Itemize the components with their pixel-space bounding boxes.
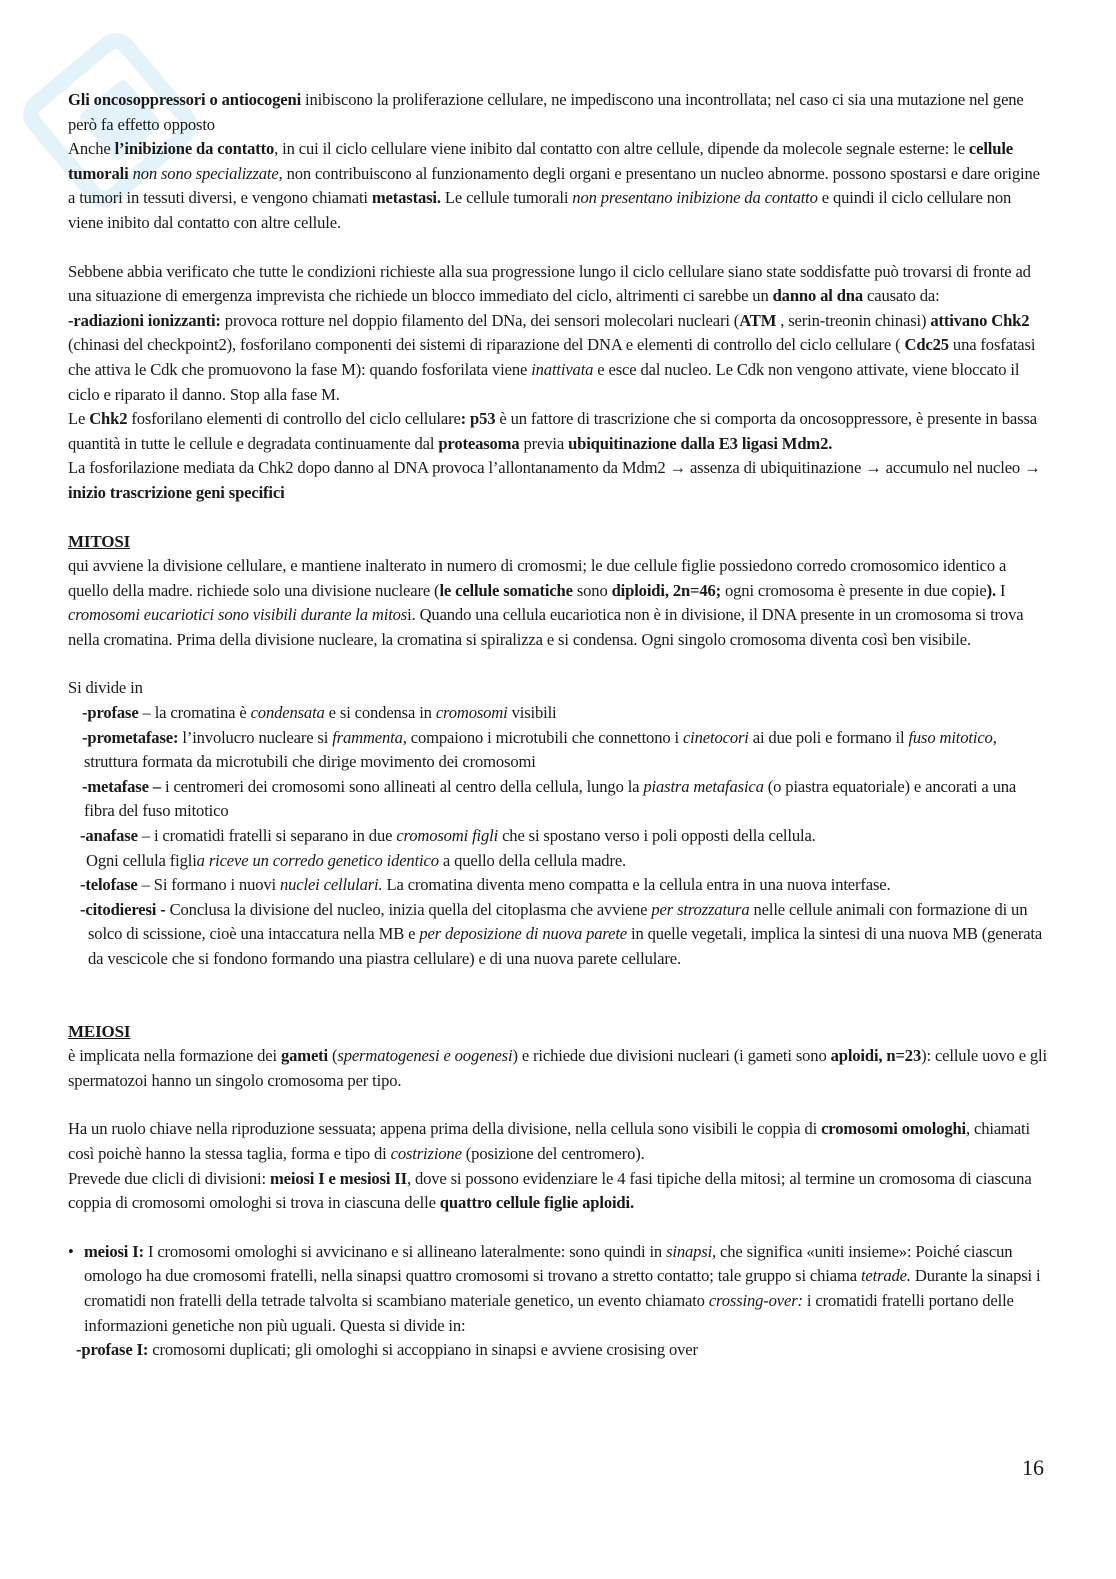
text-run: visibili <box>507 703 557 723</box>
paragraph-meiosi <box>68 1044 1048 1093</box>
text-run: accumulo nel nucleo <box>881 458 1025 478</box>
text-run: a riceve un corredo genetico identico <box>196 850 439 870</box>
text-run: -radiazioni ionizzanti: <box>68 310 221 330</box>
text-run: cromosomi <box>435 703 508 723</box>
text-run: sono <box>572 580 612 600</box>
text-run: l’inibizione da contatto <box>114 139 275 159</box>
phase-prometafase <box>68 726 1048 775</box>
text-run: ubiquitinazione dalla E3 ligasi Mdm2. <box>568 433 833 453</box>
text-run: Ogni cellula figli <box>86 850 197 870</box>
text-run: non presentano inibizione da contatto <box>572 188 818 208</box>
bullet-icon: • <box>68 1241 74 1261</box>
text-run: non sono specializzate <box>132 163 279 183</box>
text-run: ogni cromosoma è presente in due copie <box>721 580 987 600</box>
phase-profase <box>68 701 1048 726</box>
text-run: che significa «uniti insieme»: Poiché ciascun omologo ha due cromosomi fratelli, nella sinapsi quattro cromosomi si trovano a stretto contatto; tale gruppo si chiama <box>84 1241 1013 1286</box>
text-run: Si divide in <box>68 678 143 698</box>
text-run: Le <box>68 409 90 429</box>
text-run: provoca rotture nel doppio filamento del DNa, dei sensori molecolari nucleari ( <box>220 310 740 330</box>
text-run: , chiamati così poichè hanno la stessa taglia, forma e tipo di <box>68 1119 1030 1163</box>
text-run: gameti <box>280 1046 329 1066</box>
text-run: sinapsi, <box>666 1241 717 1261</box>
text-run: -citodieresi - <box>80 899 166 919</box>
text-run: – i cromatidi fratelli si separano in due <box>137 826 397 846</box>
text-run: attivano Chk2 <box>930 310 1030 330</box>
text-run: ). <box>986 580 996 600</box>
paragraph-si-divide <box>68 676 1048 701</box>
text-run: cromosomi duplicati; gli omologhi si accoppiano in sinapsi e avviene crosising over <box>148 1340 698 1360</box>
phase-anafase-note <box>68 849 1048 874</box>
phase-metafase <box>68 775 1048 824</box>
text-run: e si condensa in <box>324 703 436 723</box>
text-run: cinetocori <box>682 727 749 747</box>
paragraph-mitosi <box>68 554 1048 652</box>
text-run: è un fattore di trascrizione che si comporta da oncosoppressore, è presente in bassa quantità in tutte le cellule e degradata continuamente dal <box>68 409 1037 453</box>
phase-telofase <box>68 873 1048 898</box>
text-run: proteasoma <box>438 433 520 453</box>
text-run: ) e richiede due divisioni nucleari (i gameti sono <box>512 1046 831 1066</box>
text-run: Gli oncosoppressori o antiocogeni <box>68 90 302 109</box>
text-run: condensata <box>250 703 325 723</box>
text-run: quattro cellule figlie aploidi. <box>439 1193 634 1213</box>
text-run: fuso mitotico <box>908 727 993 747</box>
text-run: , dove si possono evidenziare le 4 fasi tipiche della mitosi; al termine un cromosoma di ciascuna coppia di cromosomi omologhi si trova in ciascuna delle <box>68 1168 1032 1213</box>
text-run: qui avviene la divisione cellulare, e mantiene inalterato in numero di cromosmi; le due cellule figlie possiedono corredo cromosomico identico a quello della madre. richiede solo una divisione nucleare ( <box>68 556 1007 600</box>
text-run: nelle cellule animali con formazione di un solco di scissione, cioè una intaccatura nella MB e <box>88 899 1028 944</box>
text-run: -prometafase: <box>82 727 179 747</box>
text-run: – la cromatina è <box>138 703 251 723</box>
text-run: i centromeri dei cromosomi sono allineati al centro della cellula, lungo la <box>160 776 644 796</box>
paragraph-cicli-divisioni <box>68 1167 1048 1216</box>
text-run: Sebbene abbia verificato che tutte le condizioni richieste alla sua progressione lungo il ciclo cellulare siano state soddisfatte può trovarsi di fronte ad una situazione di emergenza imprevista che richiede un blocco immediato del ciclo, altrimenti ci sarebbe un <box>68 261 1031 306</box>
text-run: MEIOSI <box>68 1021 131 1041</box>
text-run: -profase <box>82 703 139 723</box>
phase-anafase <box>68 824 1048 849</box>
text-run: inibiscono la proliferazione cellulare, ne impediscono una incontrollata; nel caso ci sia una mutazione nel gene però fa effetto opposto <box>68 90 1024 134</box>
heading-mitosi <box>68 530 1048 555</box>
text-run: aploidi, n=23 <box>830 1046 922 1066</box>
text-run: ai due poli e formano il <box>748 727 909 747</box>
text-run: inizio trascrizione geni specifici <box>68 482 285 502</box>
text-run: tetrade. <box>860 1266 911 1286</box>
text-run: -telofase <box>80 875 138 895</box>
text-run: spermatogenesi e oogenesi <box>337 1046 513 1066</box>
text-run: e quindi il ciclo cellulare non viene inibito dal contatto con altre cellule. <box>68 188 1012 232</box>
text-run: metastasi. <box>371 188 441 208</box>
text-run: -profase I: <box>76 1340 149 1360</box>
text-run: per deposizione di nuova parete <box>419 924 627 944</box>
text-run: inattivata <box>531 359 594 379</box>
text-run: ): cellule uovo e gli spermatozoi hanno un singolo cromosoma per tipo. <box>68 1046 1047 1090</box>
text-run: piastra metafasica <box>643 776 764 796</box>
text-run: (chinasi del checkpoint2), fosforilano componenti dei sistemi di riparazione del DNA e elementi di controllo del ciclo cellulare ( <box>68 335 905 355</box>
paragraph-ruolo-chiave <box>68 1117 1048 1166</box>
text-run: , serin-treonin chinasi) <box>776 310 931 330</box>
text-run: meiosi I: <box>84 1241 144 1261</box>
text-run: Durante la sinapsi i cromatidi non fratelli della tetrade talvolta si scambiano materiale genetico, un evento chiamato <box>84 1266 1041 1310</box>
text-run: assenza di ubiquitinazione <box>685 458 866 478</box>
text-run: ATM <box>739 310 777 330</box>
text-run: crossing-over: <box>708 1290 803 1310</box>
paragraph-inibizione-contatto <box>68 137 1048 235</box>
text-run: -metafase – <box>82 776 161 796</box>
page-number: 16 <box>1022 1455 1044 1480</box>
text-run: Anche <box>68 139 115 159</box>
text-run: diploidi, 2n=46; <box>611 580 722 600</box>
text-run: : p53 <box>460 409 496 429</box>
paragraph-radiazioni <box>68 309 1048 407</box>
text-run: che si spostano verso i poli opposti della cellula. <box>498 826 816 846</box>
text-run: costrizione <box>390 1143 462 1163</box>
text-run: – Si formano i nuovi <box>137 875 280 895</box>
text-run: → <box>1024 458 1041 478</box>
document-body <box>68 88 1048 1363</box>
text-run: (posizione del centromero). <box>461 1143 645 1163</box>
text-run: danno al dna <box>772 286 864 306</box>
text-run: i. Quando una cellula eucariotica non è in divisione, il DNA presente in un cromosoma si trova nella cromatina. Prima della divisione nucleare, la cromatina si spiralizza e si condensa. Ogni singolo cromosoma diventa così ben visibile. <box>68 605 1024 649</box>
text-run: i cromatidi fratelli portano delle informazioni genetiche non più uguali. Questa si divide in: <box>84 1290 1014 1335</box>
text-run: frammenta, <box>332 727 407 747</box>
text-run: una fosfatasi che attiva le Cdk che promuovono la fase M): quando fosforilata viene <box>68 335 1036 379</box>
text-run: cromosomi eucariotici sono visibili durante la mitos <box>68 605 408 625</box>
text-run: , non contribuiscono al funzionamento degli organi e presentano un nucleo abnorme. possono spostarsi e dare origine a tumori in tessuti diversi, e vengono chiamati <box>68 163 1040 208</box>
text-run: → <box>865 458 882 478</box>
text-run: ( <box>328 1046 338 1066</box>
text-run: Cdc25 <box>904 335 949 355</box>
text-run: in quelle vegetali, implica la sintesi di una nuova MB (generata da vescicole che si fondono formando una piastra cellulare) e di una nuova parete cellulare. <box>88 924 1043 968</box>
phase-profase-1 <box>68 1338 1048 1363</box>
text-run: I <box>995 580 1006 600</box>
text-run: cellule tumorali <box>68 139 1014 183</box>
text-run: Chk2 <box>89 409 128 429</box>
text-run: le cellule somatiche <box>439 580 573 600</box>
paragraph-chk2 <box>68 407 1048 456</box>
text-run: l’involucro nucleare si <box>178 727 333 747</box>
bullet-meiosi-1 <box>68 1240 1048 1338</box>
text-run: previa <box>519 433 569 453</box>
text-run: compaiono i microtubili che connettono i <box>406 727 683 747</box>
text-run: Conclusa la divisione del nucleo, inizia quella del citoplasma che avviene <box>165 899 652 919</box>
text-run: MITOSI <box>68 531 131 551</box>
text-run: causato da: <box>863 286 940 306</box>
paragraph-oncosoppressori <box>68 88 1048 137</box>
text-run: è implicata nella formazione dei <box>68 1046 281 1066</box>
text-run: meiosi I e mesiosi II <box>269 1168 407 1188</box>
text-run: → <box>669 458 686 478</box>
paragraph-fosforilazione <box>68 456 1048 505</box>
text-run: cromosomi figli <box>396 826 499 846</box>
text-run: e esce dal nucleo. Le Cdk non vengono attivate, viene bloccato il ciclo e riparato il danno. Stop alla fase M. <box>68 359 1020 404</box>
text-run: Ha un ruolo chiave nella riproduzione sessuata; appena prima della divisione, nella cellula sono visibili le coppia di <box>68 1119 822 1139</box>
text-run: Le cellule tumorali <box>440 188 573 208</box>
text-run: nuclei cellulari. <box>279 875 383 895</box>
text-run: fosforilano elementi di controllo del ciclo cellulare <box>127 409 461 429</box>
heading-meiosi <box>68 1020 1048 1045</box>
text-run: (o piastra equatoriale) e ancorati a una fibra del fuso mitotico <box>84 776 1017 821</box>
text-run: -anafase <box>80 826 138 846</box>
text-run: a quello della cellula madre. <box>438 850 627 870</box>
text-run: cromosomi omologhi <box>821 1119 967 1139</box>
phase-citodieresi <box>68 898 1048 972</box>
text-run: Prevede due clicli di divisioni: <box>68 1168 270 1188</box>
text-run: I cromosomi omologhi si avvicinano e si allineano lateralmente: sono quindi in <box>143 1241 667 1261</box>
text-run: La cromatina diventa meno compatta e la cellula entra in una nuova interfase. <box>382 875 891 895</box>
text-run: , struttura formata da microtubili che dirige movimento dei cromosomi <box>84 727 997 772</box>
paragraph-danno-dna <box>68 260 1048 309</box>
bullet-meiosi-1-text <box>84 1242 1040 1335</box>
text-run: per strozzatura <box>651 899 750 919</box>
text-run: La fosforilazione mediata da Chk2 dopo danno al DNA provoca l’allontanamento da Mdm2 <box>68 458 670 478</box>
text-run: , in cui il ciclo cellulare viene inibito dal contatto con altre cellule, dipende da molecole segnale esterne: le <box>274 139 969 159</box>
